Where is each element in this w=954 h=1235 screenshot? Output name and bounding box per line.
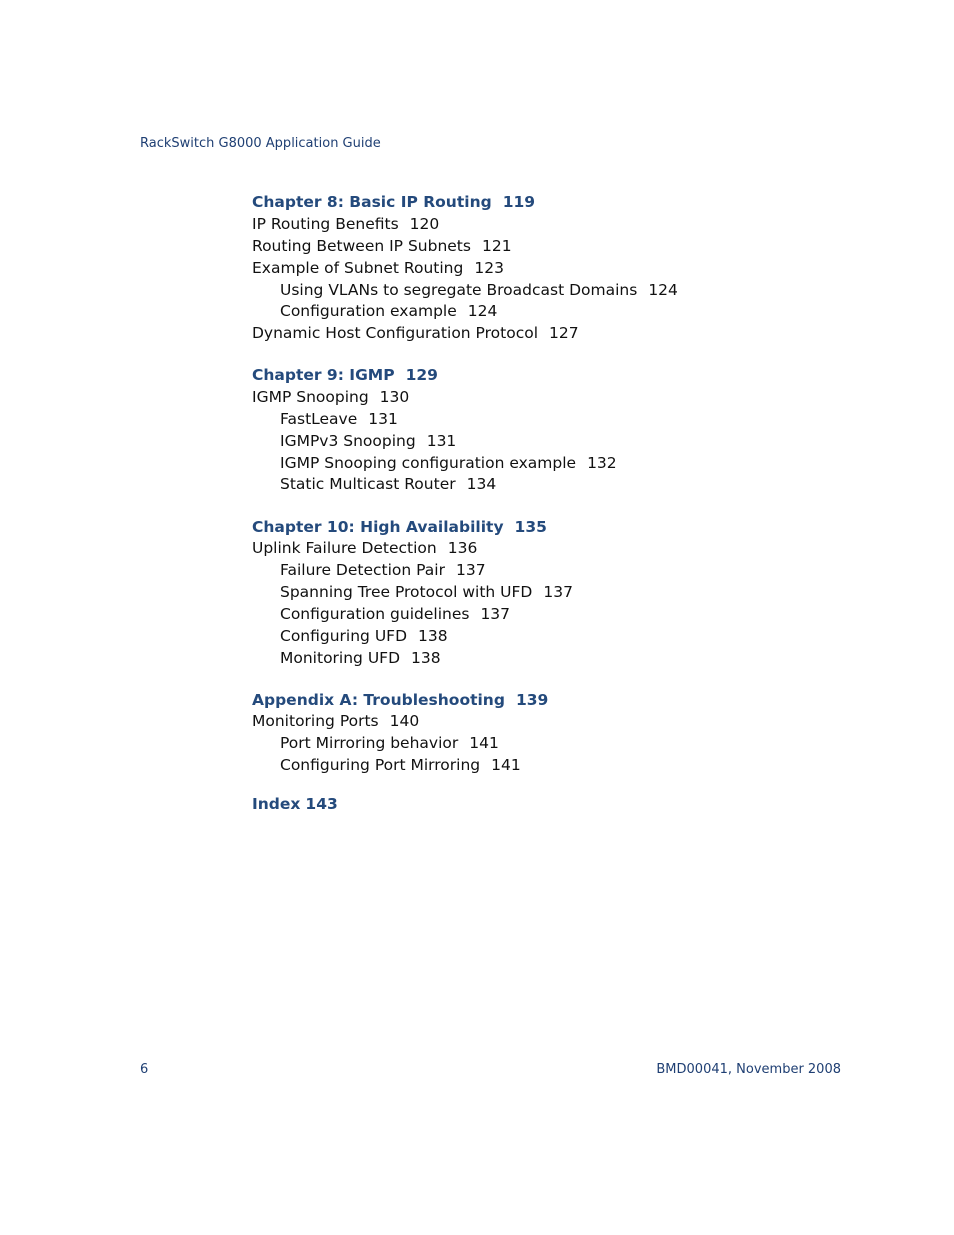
toc-entry[interactable] (252, 258, 504, 278)
toc-entry-title: Chapter 8: Basic IP Routing (252, 193, 492, 211)
toc-entry-title: Configuration example (280, 302, 457, 320)
toc-entry[interactable] (280, 409, 398, 429)
toc-entry-title: Monitoring UFD (280, 649, 401, 667)
toc-entry-title: FastLeave (280, 410, 358, 428)
toc-entry-page: 129 (405, 366, 438, 384)
toc-entry[interactable] (252, 323, 579, 343)
toc-entry-title: Port Mirroring behavior (280, 734, 459, 752)
toc-entry-page: 140 (389, 712, 420, 730)
toc-entry[interactable] (280, 604, 510, 624)
toc-entry-title: Static Multicast Router (280, 475, 456, 493)
toc-entry-page: 135 (514, 518, 547, 536)
toc-entry-title: Index (252, 795, 301, 813)
toc-entry[interactable] (280, 453, 617, 473)
toc-entry-page: 137 (543, 583, 573, 601)
toc-entry[interactable] (252, 214, 439, 234)
toc-entry[interactable] (280, 280, 678, 300)
toc-entry[interactable] (252, 387, 409, 407)
toc-entry-title: Dynamic Host Configuration Protocol (252, 324, 539, 342)
running-header: RackSwitch G8000 Application Guide (140, 136, 381, 151)
toc-entry-title: Configuring Port Mirroring (280, 756, 481, 774)
toc-entry-page: 143 (305, 795, 338, 813)
toc-entry-page: 123 (474, 259, 504, 277)
toc-entry-title: Configuring UFD (280, 627, 408, 645)
toc-chapter-entry[interactable] (252, 517, 547, 537)
toc-entry[interactable] (280, 582, 573, 602)
toc-entry[interactable] (252, 711, 419, 731)
toc-entry-title: Example of Subnet Routing (252, 259, 464, 277)
toc-entry-title: Using VLANs to segregate Broadcast Domains (280, 281, 638, 299)
toc-entry-page: 137 (455, 561, 486, 579)
toc-entry-page: 124 (467, 302, 498, 320)
toc-entry-page: 131 (368, 410, 398, 428)
toc-entry-page: 120 (409, 215, 440, 233)
toc-entry-page: 132 (587, 454, 617, 472)
toc-chapter-entry[interactable] (252, 365, 438, 385)
toc-chapter-entry[interactable] (252, 690, 548, 710)
toc-entry-page: 139 (515, 691, 549, 709)
toc-entry-page: 127 (549, 324, 579, 342)
toc-entry-page: 134 (466, 475, 497, 493)
toc-entry[interactable] (252, 236, 512, 256)
toc-chapter-entry[interactable] (252, 794, 338, 814)
toc-entry-title: Appendix A: Troubleshooting (252, 691, 505, 709)
toc-entry-title: Uplink Failure Detection (252, 539, 437, 557)
toc-entry[interactable] (280, 626, 448, 646)
toc-entry[interactable] (280, 301, 497, 321)
toc-chapter-entry[interactable] (252, 192, 535, 212)
toc-entry-page: 124 (648, 281, 678, 299)
toc-entry[interactable] (280, 560, 486, 580)
toc-entry-title: IGMP Snooping configuration example (280, 454, 577, 472)
toc-entry-page: 131 (426, 432, 457, 450)
toc-entry-title: Routing Between IP Subnets (252, 237, 471, 255)
toc-entry-page: 138 (411, 649, 441, 667)
document-id: BMD00041, November 2008 (656, 1062, 841, 1077)
toc-entry-page: 121 (481, 237, 512, 255)
toc-entry[interactable] (280, 648, 441, 668)
toc-entry-title: Spanning Tree Protocol with UFD (280, 583, 533, 601)
toc-entry-title: IGMP Snooping (252, 388, 369, 406)
toc-entry-title: Chapter 9: IGMP (252, 366, 395, 384)
toc-entry-title: IP Routing Benefits (252, 215, 399, 233)
toc-entry-page: 141 (469, 734, 499, 752)
toc-entry-title: IGMPv3 Snooping (280, 432, 416, 450)
toc-entry-page: 138 (418, 627, 448, 645)
toc-entry-title: Failure Detection Pair (280, 561, 445, 579)
toc-entry[interactable] (280, 474, 496, 494)
toc-entry-title: Configuration guidelines (280, 605, 470, 623)
toc-entry-page: 130 (379, 388, 410, 406)
toc-entry-page: 136 (447, 539, 478, 557)
toc-entry-page: 137 (480, 605, 511, 623)
toc-entry-title: Chapter 10: High Availability (252, 518, 504, 536)
toc-entry[interactable] (280, 733, 499, 753)
toc-entry-title: Monitoring Ports (252, 712, 379, 730)
toc-entry-page: 119 (502, 193, 536, 211)
toc-entry-page: 141 (491, 756, 521, 774)
toc-entry[interactable] (280, 431, 456, 451)
toc-entry[interactable] (252, 538, 477, 558)
toc-entry[interactable] (280, 755, 521, 775)
page-number: 6 (140, 1062, 149, 1077)
